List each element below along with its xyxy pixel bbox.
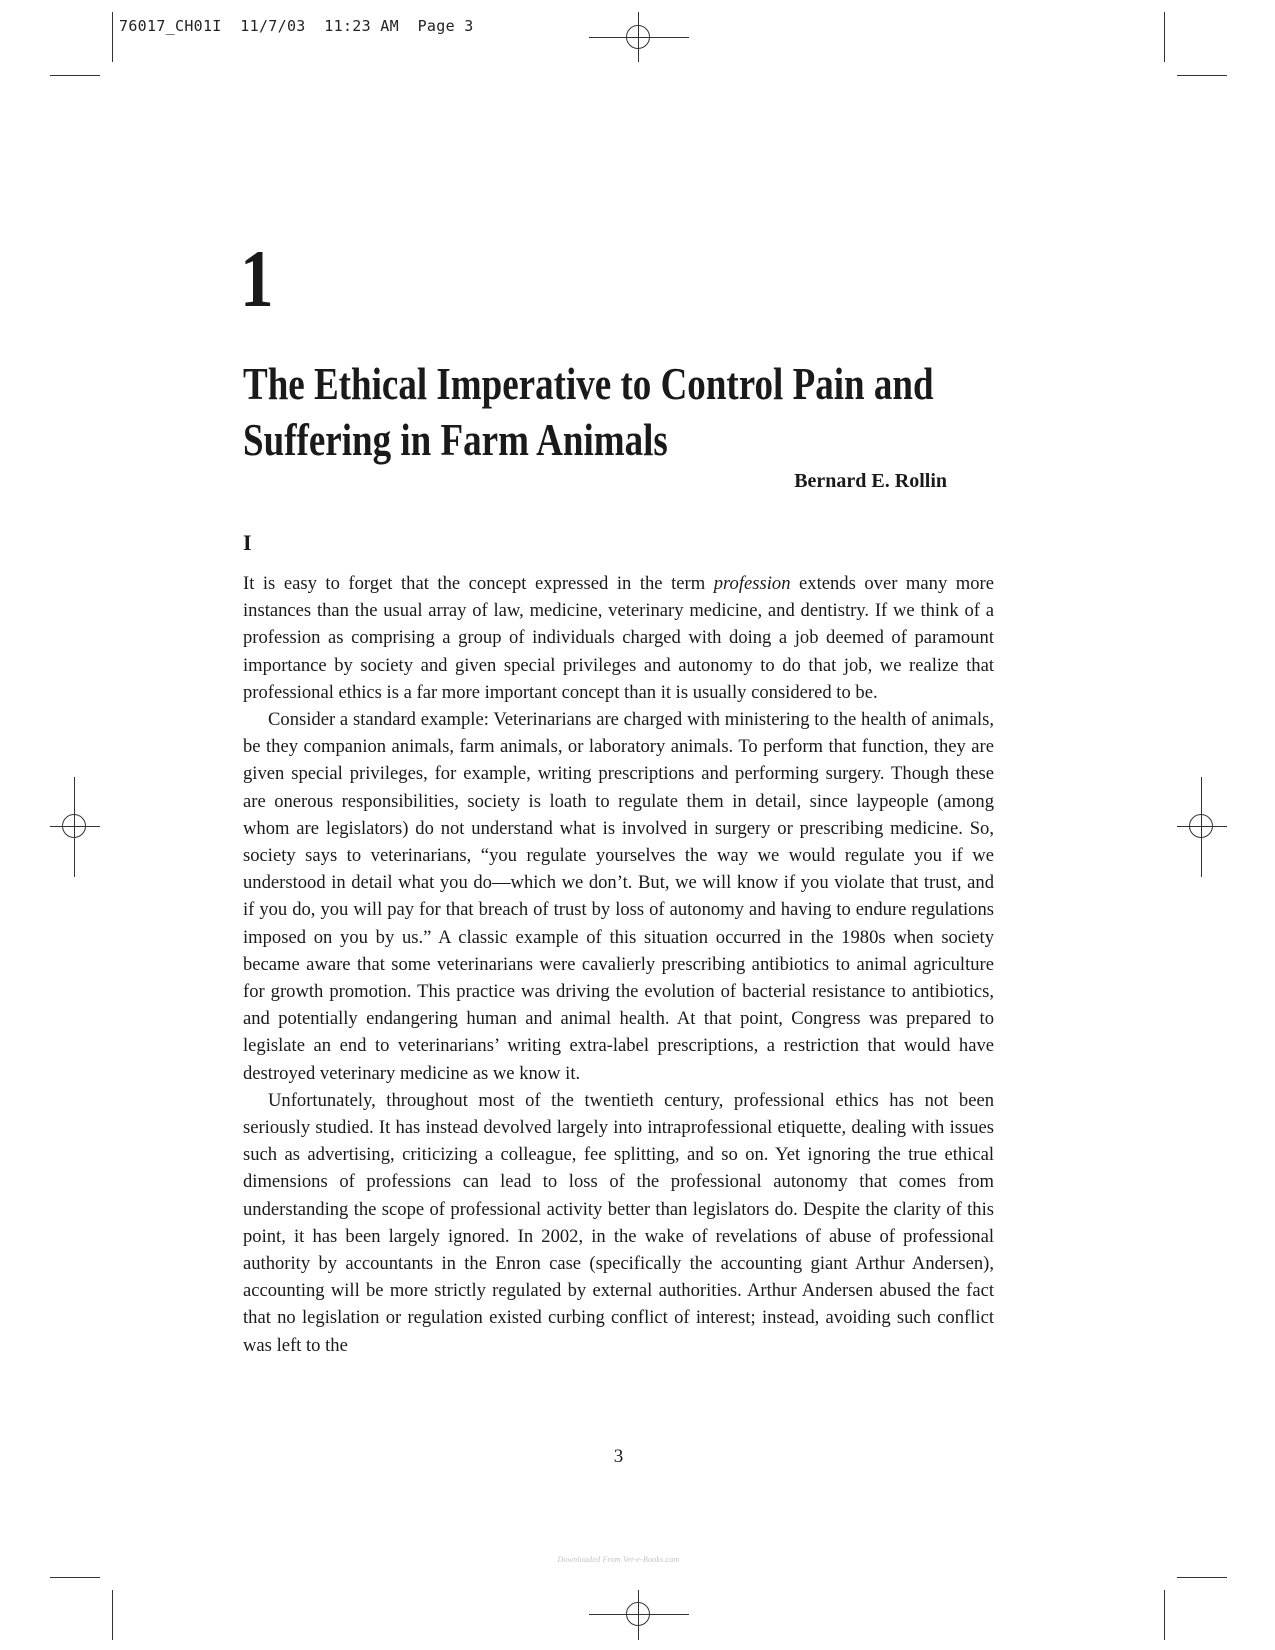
registration-circle	[1189, 814, 1213, 838]
registration-circle	[626, 1602, 650, 1626]
crop-mark	[1164, 12, 1165, 62]
crop-mark	[50, 75, 100, 76]
paragraph-text: extends over many more instances than the usual array of law, medicine, veterinary medicine, and dentistry. If we think of a profession as comprising a group of individuals charged with doing a job deemed of paramount importance by society and given special privileges and autonomy to do that job, we realize that professional ethics is a far more important concept than it is usually considered to be.	[243, 573, 994, 703]
watermark: Downloaded From Vet-e-Books.com	[557, 1555, 680, 1564]
paragraph: Consider a standard example: Veterinarians are charged with ministering to the health of animals, be they companion animals, farm animals, or laboratory animals. To perform that function, they are given special privileges, for example, writing prescriptions and performing surgery. Though these are onerous responsibilities, society is loath to regulate them in detail, since laypeople (among whom are legislators) do not understand what is involved in surgery or prescribing medicine. So, society says to veterinarians, “you regulate yourselves the way we would regulate you if we understood in detail what you do—which we don’t. But, we will know if you violate that trust, and if you do, you will pay for that breach of trust by loss of autonomy and having to endure regulations imposed on you by us.” A classic example of this situation occurred in the 1980s when society became aware that some veterinarians were cavalierly prescribing antibiotics to animal agriculture for growth promotion. This practice was driving the evolution of bacterial resistance to antibiotics, and potentially endangering human and animal health. At that point, Congress was prepared to legislate an end to veterinarians’ writing extra-label prescriptions, a restriction that would have destroyed veterinary medicine as we know it.	[243, 709, 994, 1084]
paragraph: Unfortunately, throughout most of the twentieth century, professional ethics has not been seriously studied. It has instead devolved largely into intraprofessional etiquette, dealing with issues such as advertising, criticizing a colleague, fee splitting, and so on. Yet ignoring the true ethical dimensions of professions can lead to loss of the professional autonomy that comes from understanding the scope of professional activity better than legislators do. Despite the clarity of this point, it has been largely ignored. In 2002, in the wake of revelations of abuse of professional authority by accountants in the Enron case (specifically the accounting giant Arthur Andersen), accounting will be more strictly regulated by external authorities. Arthur Andersen abused the fact that no legislation or regulation existed curbing conflict of interest; instead, avoiding such conflict was left to the	[243, 1089, 994, 1356]
crop-mark	[1177, 75, 1227, 76]
section-heading: I	[243, 530, 252, 555]
chapter-title: The Ethical Imperative to Control Pain and Suffering in Farm Animals	[243, 358, 934, 465]
chapter-author: Bernard E. Rollin	[794, 470, 947, 492]
crop-mark	[50, 1577, 100, 1578]
print-slug: 76017_CH01I 11/7/03 11:23 AM Page 3	[119, 17, 474, 35]
body-text	[243, 570, 994, 1359]
registration-circle	[62, 814, 86, 838]
paragraph	[243, 570, 994, 706]
crop-mark	[112, 1590, 113, 1640]
page-number: 3	[613, 1446, 624, 1467]
paragraph-text: It is easy to forget that the concept expressed in the term	[243, 573, 714, 594]
crop-mark	[1177, 1577, 1227, 1578]
crop-mark	[112, 12, 113, 62]
emphasized-term: profession	[713, 573, 791, 594]
crop-mark	[1164, 1590, 1165, 1640]
registration-circle	[626, 25, 650, 49]
chapter-number: 1	[240, 233, 274, 324]
